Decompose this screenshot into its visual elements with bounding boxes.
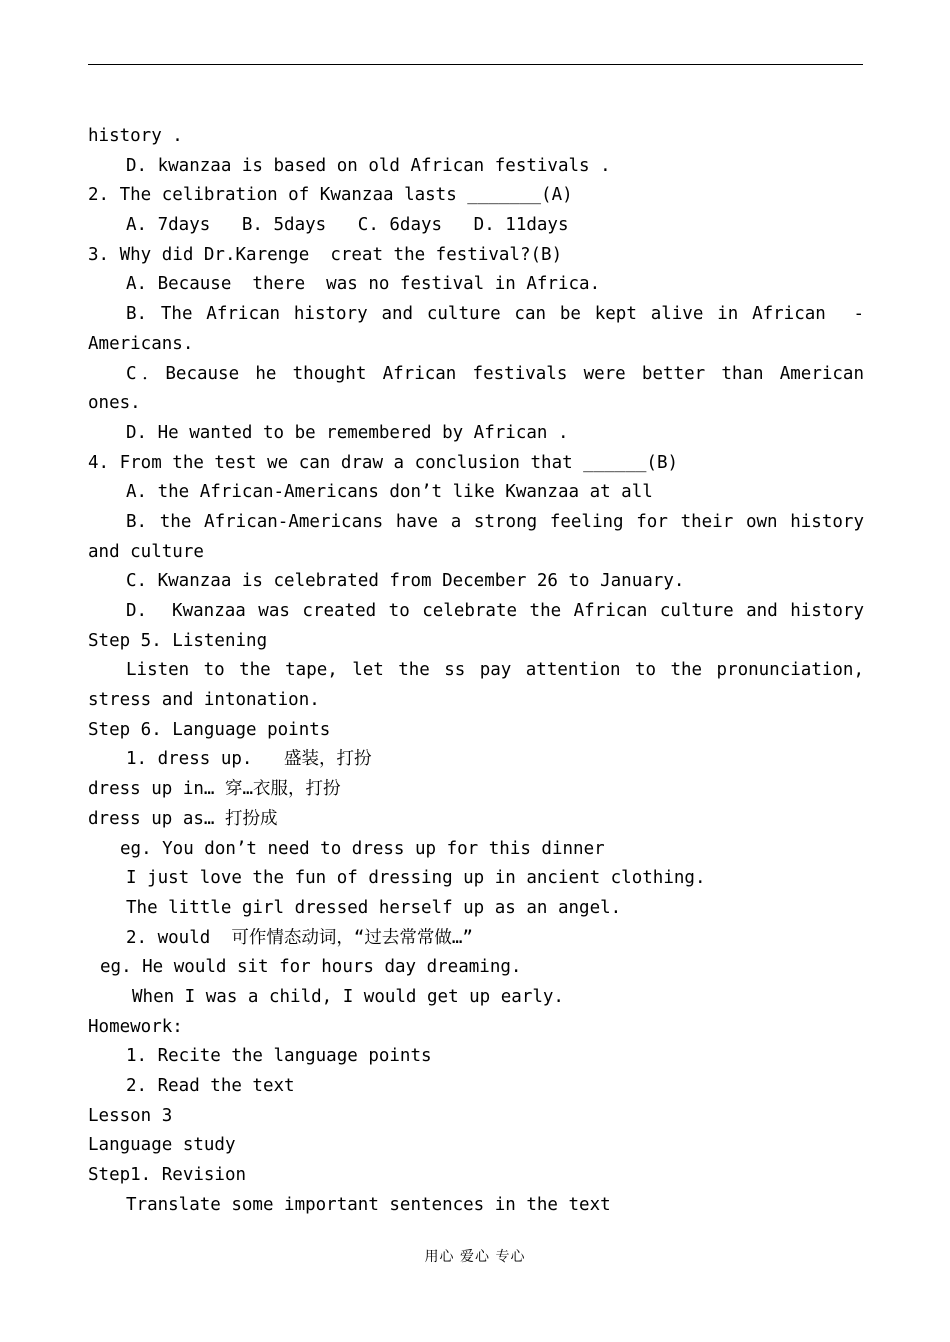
text-line: eg. You don’t need to dress up for this dinner xyxy=(120,838,605,859)
text-line: 2. The celibration of Kwanzaa lasts _______(A) xyxy=(88,185,573,206)
text-line: Language study xyxy=(88,1135,236,1156)
text-line: D. He wanted to be remembered by African . xyxy=(126,422,569,443)
text-line: 2. Read the text xyxy=(126,1076,295,1096)
text-line: 4. From the test we can draw a conclusion that ______(B) xyxy=(88,452,679,473)
text-line: C. Kwanzaa is celebrated from December 26 to January. xyxy=(126,571,685,592)
text-line: 1. dress up. 盛装，打扮 xyxy=(126,749,372,770)
text-line: dress up as… 打扮成 xyxy=(88,808,278,829)
text-line: 3. Why did Dr.Karenge creat the festival?(B) xyxy=(88,244,563,265)
text-line: A. the African-Americans don’t like Kwanzaa at all xyxy=(126,482,653,503)
text-line: Step1. Revision xyxy=(88,1165,247,1186)
text-line: A. 7days B. 5days C. 6days D. 11days xyxy=(126,215,569,236)
text-line: B. The African history and culture can be kept alive in African - xyxy=(126,304,864,325)
text-line: C．Because he thought African festivals were better than American xyxy=(126,363,864,384)
text-line: I just love the fun of dressing up in ancient clothing. xyxy=(126,868,706,889)
text-line: Translate some important sentences in the text xyxy=(126,1194,611,1215)
text-line: D. Kwanzaa was created to celebrate the African culture and history xyxy=(126,601,864,621)
text-line: eg. He would sit for hours day dreaming. xyxy=(100,957,522,978)
text-line: A. Because there was no festival in Africa. xyxy=(126,274,601,295)
text-line: The little girl dressed herself up as an angel. xyxy=(126,897,622,918)
text-line: Step 5. Listening xyxy=(88,630,268,651)
text-line: dress up in… 穿…衣服，打扮 xyxy=(88,779,341,800)
text-line: 1. Recite the language points xyxy=(126,1046,432,1067)
text-line: history . xyxy=(88,126,183,146)
text-line: When I was a child, I would get up early. xyxy=(132,986,564,1007)
text-line: D. kwanzaa is based on old African festivals . xyxy=(126,155,611,176)
document-body xyxy=(88,122,864,1220)
text-line: Homework: xyxy=(88,1016,183,1037)
page-footer: 用心 爱心 专心 xyxy=(424,1249,526,1265)
text-line: Listen to the tape, let the ss pay attention to the pronunciation, xyxy=(126,660,864,681)
text-line: ones. xyxy=(88,393,141,414)
text-line: stress and intonation. xyxy=(88,690,320,711)
header-rule xyxy=(88,64,863,65)
text-line: Americans. xyxy=(88,333,194,354)
text-line: B. the African-Americans have a strong feeling for their own history xyxy=(126,511,864,532)
text-line: Step 6. Language points xyxy=(88,719,331,740)
text-line: Lesson 3 xyxy=(88,1105,173,1126)
text-line: 2. would 可作情态动词，“过去常常做…” xyxy=(126,927,473,948)
text-line: and culture xyxy=(88,541,204,562)
